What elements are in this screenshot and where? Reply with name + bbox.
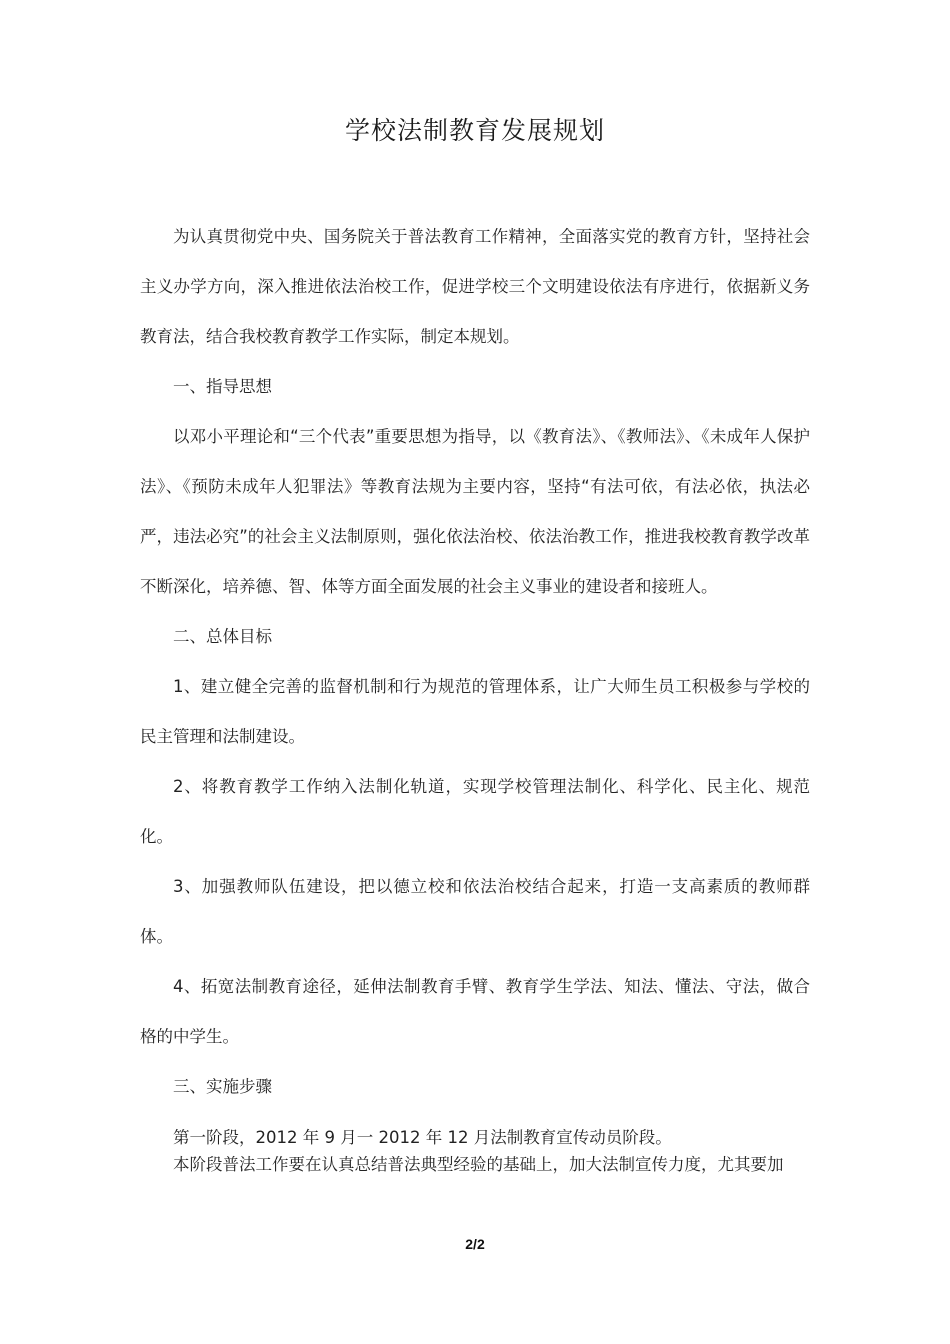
section-heading-guiding-ideology: 一、指导思想 (173, 377, 272, 396)
goal-item-4: 4、拓宽法制教育途径，延伸法制教育手臂、教育学生学法、知法、懂法、守法，做合格的中学生。 (140, 977, 810, 1046)
document-body (140, 212, 810, 1178)
goal-item-2: 2、将教育教学工作纳入法制化轨道，实现学校管理法制化、科学化、民主化、规范化。 (140, 777, 810, 846)
guiding-ideology-paragraph: 以邓小平理论和“三个代表”重要思想为指导，以《教育法》、《教师法》、《未成年人保护法》、《预防未成年人犯罪法》等教育法规为主要内容，坚持“有法可依，有法必依，执法必严，违法必究”的社会主义法制原则，强化依法治校、依法治教工作，推进我校教育教学改革不断深化，培养德、智、体等方面全面发展的社会主义事业的建设者和接班人。 (140, 427, 810, 596)
section-heading-implementation-steps: 三、实施步骤 (173, 1077, 272, 1096)
intro-paragraph: 为认真贯彻党中央、国务院关于普法教育工作精神，全面落实党的教育方针，坚持社会主义办学方向，深入推进依法治校工作，促进学校三个文明建设依法有序进行，依据新义务教育法，结合我校教育教学工作实际，制定本规划。 (140, 227, 810, 346)
goal-item-3: 3、加强教师队伍建设，把以德立校和依法治校结合起来，打造一支高素质的教师群体。 (140, 877, 810, 946)
phase-one-heading: 第一阶段，2012 年 9 月一 2012 年 12 月法制教育宣传动员阶段。 (173, 1128, 672, 1147)
section-heading-overall-goals: 二、总体目标 (173, 627, 272, 646)
phase-one-paragraph: 本阶段普法工作要在认真总结普法典型经验的基础上，加大法制宣传力度，尤其要加 (173, 1155, 784, 1174)
page-number: 2/2 (465, 1236, 485, 1252)
document-title: 学校法制教育发展规划 (344, 116, 605, 145)
goal-item-1: 1、建立健全完善的监督机制和行为规范的管理体系，让广大师生员工积极参与学校的民主管理和法制建设。 (140, 677, 810, 746)
